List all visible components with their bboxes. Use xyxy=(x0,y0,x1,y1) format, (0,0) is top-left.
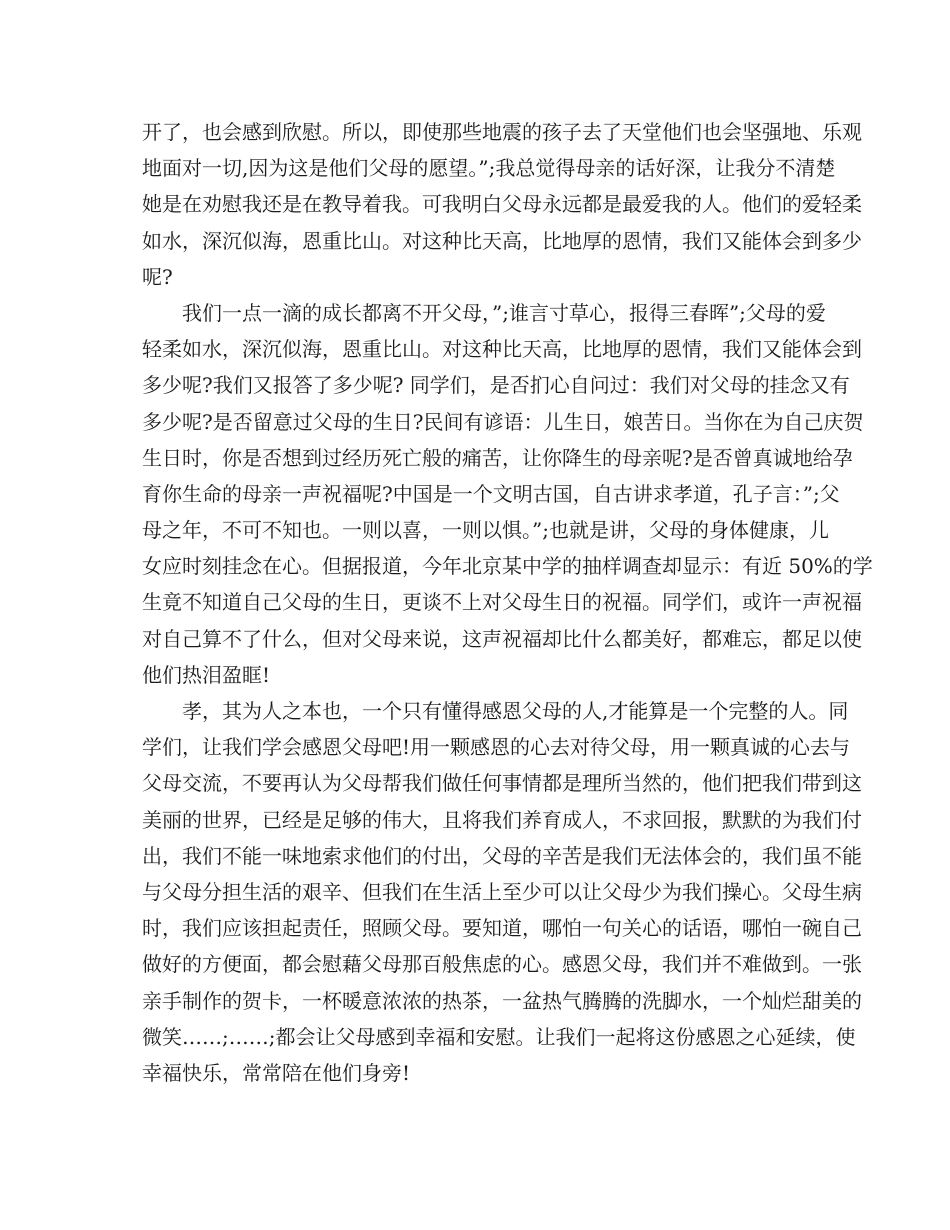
text-line: 时，我们应该担起责任，照顾父母。要知道，哪怕一句关心的话语，哪怕一碗自己 xyxy=(142,916,862,941)
text-line: 我们一点一滴的成长都离不开父母，”;谁言寸草心，报得三春晖”;父母的爱 xyxy=(182,300,826,325)
paragraph-3 xyxy=(142,693,862,1091)
text-line: 呢? xyxy=(142,264,173,289)
text-line: 学们，让我们学会感恩父母吧!用一颗感恩的心去对待父母，用一颗真诚的心去与 xyxy=(142,735,851,760)
text-line: 幸福快乐，常常陪在他们身旁! xyxy=(142,1060,411,1085)
text-line: 女应时刻挂念在心。但据报道，今年北京某中学的抽样调查却显示：有近 50%的学 xyxy=(142,554,873,579)
text-line: 做好的方便面，都会慰藉父母那百般焦虑的心。感恩父母，我们并不难做到。一张 xyxy=(142,952,862,977)
text-line: 对自己算不了什么，但对父母来说，这声祝福却比什么都美好，都难忘，都足以使 xyxy=(142,626,862,651)
text-line: 微笑……;……;都会让父母感到幸福和安慰。让我们一起将这份感恩之心延续，使 xyxy=(142,1024,856,1049)
text-line: 孝，其为人之本也，一个只有懂得感恩父母的人,才能算是一个完整的人。同 xyxy=(182,699,849,723)
text-line: 轻柔如水，深沉似海，恩重比山。对这种比天高，比地厚的恩情，我们又能体会到 xyxy=(142,337,862,362)
text-line: 他们热泪盈眶! xyxy=(142,662,271,687)
text-line: 与父母分担生活的艰辛、但我们在生活上至少可以让父母少为我们操心。父母生病 xyxy=(142,879,862,904)
text-line: 育你生命的母亲一声祝福呢?中国是一个文明古国，自古讲求孝道，孔子言：”;父 xyxy=(142,481,840,506)
text-line: 开了，也会感到欣慰。所以，即使那些地震的孩子去了天堂他们也会坚强地、乐观 xyxy=(142,120,862,144)
text-line: 美丽的世界，已经是足够的伟大，且将我们养育成人，不求回报，默默的为我们付 xyxy=(142,807,862,832)
text-line: 多少呢?我们又报答了多少呢? 同学们，是否扪心自问过：我们对父母的挂念又有 xyxy=(142,373,850,398)
text-line: 多少呢?是否留意过父母的生日?民间有谚语：儿生日，娘苦日。当你在为自己庆贺 xyxy=(142,409,864,434)
text-line: 出，我们不能一味地索求他们的付出，父母的辛苦是我们无法体会的，我们虽不能 xyxy=(142,843,862,868)
text-line: 她是在劝慰我还是在教导着我。可我明白父母永远都是最爱我的人。他们的爱轻柔 xyxy=(142,192,862,217)
text-line: 如水，深沉似海，恩重比山。对这种比天高，比地厚的恩情，我们又能体会到多少 xyxy=(142,228,862,253)
paragraph-2 xyxy=(142,295,873,693)
text-line: 地面对一切,因为这是他们父母的愿望。”;我总觉得母亲的话好深，让我分不清楚 xyxy=(142,156,836,181)
text-line: 母之年，不可不知也。一则以喜，一则以惧。”;也就是讲，父母的身体健康，儿 xyxy=(142,518,829,543)
text-line: 父母交流，不要再认为父母帮我们做任何事情都是理所当然的，他们把我们带到这 xyxy=(142,771,862,796)
text-line: 生竟不知道自己父母的生日，更谈不上对父母生日的祝福。同学们，或许一声祝福 xyxy=(142,590,862,615)
text-line: 生日时，你是否想到过经历死亡般的痛苦，让你降生的母亲呢?是否曾真诚地给孕 xyxy=(142,445,853,470)
paragraph-1 xyxy=(142,114,862,295)
text-line: 亲手制作的贺卡，一杯暖意浓浓的热茶，一盆热气腾腾的洗脚水，一个灿烂甜美的 xyxy=(142,988,862,1013)
document-body xyxy=(142,114,873,1091)
